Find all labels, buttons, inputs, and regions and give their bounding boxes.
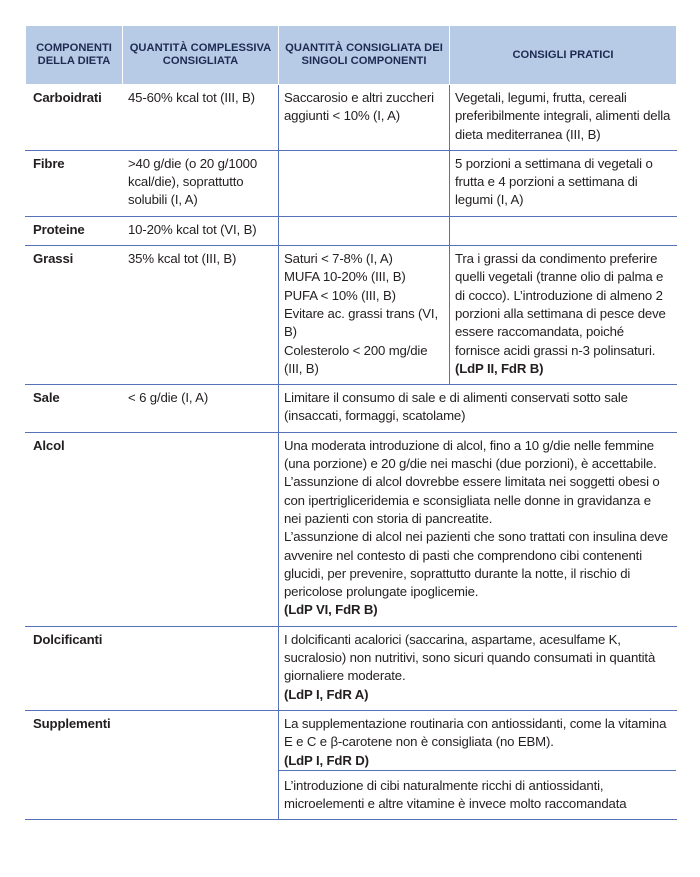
single-quantity-line: Saturi < 7-8% (I, A) xyxy=(284,251,393,267)
diet-recommendations-table xyxy=(25,25,677,820)
advice-extra: L’introduzione di cibi naturalmente ricchi di antiossidanti, microelementi e altre vitamine è invece molto raccomandata xyxy=(279,770,676,814)
advice-paragraph: L’assunzione di alcol nei pazienti che sono trattati con insulina deve avvenire nel contesto di pasti che comprendono cibi contenenti glucidi, per prevenire, soprattutto durante la notte, il rischio di pericolose prolungate ipoglicemie. xyxy=(284,529,668,600)
component-name: Sale xyxy=(26,385,123,433)
row-alcol xyxy=(26,432,677,626)
single-quantity-line: Evitare ac. grassi trans (VI, B) xyxy=(284,305,438,340)
row-carboidrati xyxy=(26,85,677,151)
total-quantity xyxy=(123,710,279,819)
component-name: Alcol xyxy=(26,432,123,626)
component-name: Proteine xyxy=(26,216,123,245)
single-quantity: Saccarosio e altri zuccheri aggiunti < 10% (I, A) xyxy=(279,85,450,151)
total-quantity xyxy=(123,626,279,710)
evidence-reference: (LdP II, FdR B) xyxy=(455,360,544,376)
advice-text: I dolcificanti acalorici (saccarina, aspartame, acesulfame K, sucralosio) non nutritivi, sono sicuri quando consumati in quantità giornaliere moderate. xyxy=(284,631,656,684)
total-quantity: 45-60% kcal tot (III, B) xyxy=(123,85,279,151)
component-name: Carboidrati xyxy=(26,85,123,151)
total-quantity: >40 g/die (o 20 g/1000 kcal/die), soprattutto solubili (I, A) xyxy=(123,150,279,216)
header-total-quantity: QUANTITÀ COMPLESSIVA CONSIGLIATA xyxy=(123,26,279,85)
practical-advice xyxy=(279,432,677,626)
advice-text: Tra i grassi da condimento preferire quelli vegetali (tranne olio di palma e di cocco). L’introduzione di almeno 2 porzioni alla settimana di pesce deve essere raccomandata, poiché fornisce acidi grassi n-3 polinsaturi. xyxy=(455,251,666,358)
component-name: Supplementi xyxy=(26,710,123,819)
component-name: Dolcificanti xyxy=(26,626,123,710)
row-supplementi xyxy=(26,710,677,819)
row-sale xyxy=(26,385,677,433)
total-quantity: 35% kcal tot (III, B) xyxy=(123,246,279,385)
practical-advice: 5 porzioni a settimana di vegetali o frutta e 4 porzioni a settimana di legumi (I, A) xyxy=(450,150,677,216)
evidence-reference: (LdP I, FdR D) xyxy=(284,752,369,768)
single-quantity xyxy=(279,150,450,216)
advice-paragraph: Una moderata introduzione di alcol, fino a 10 g/die nelle femmine (una porzione) e 20 g/die nei maschi (due porzioni), è accettabile. L’assunzione di alcol dovrebbe essere limitata nei soggetti obesi o con ipertrigliceridemia e sconsigliata nelle donne in gravidanza e nei pazienti con storia di pancreatite. xyxy=(284,437,660,526)
single-quantity-line: Colesterolo < 200 mg/die (III, B) xyxy=(284,342,428,376)
total-quantity xyxy=(123,432,279,626)
header-practical-advice: CONSIGLI PRATICI xyxy=(450,26,677,85)
row-grassi xyxy=(26,246,677,385)
total-quantity: < 6 g/die (I, A) xyxy=(123,385,279,433)
practical-advice: Limitare il consumo di sale e di alimenti conservati sotto sale (insaccati, formaggi, scatolame) xyxy=(279,385,677,433)
single-quantity-line: MUFA 10-20% (III, B) xyxy=(284,269,406,285)
practical-advice: Vegetali, legumi, frutta, cereali preferibilmente integrali, alimenti della dieta mediterranea (III, B) xyxy=(450,85,677,151)
evidence-reference: (LdP I, FdR A) xyxy=(284,686,369,702)
single-quantity xyxy=(279,216,450,245)
component-name: Fibre xyxy=(26,150,123,216)
row-proteine xyxy=(26,216,677,245)
single-quantity xyxy=(279,246,450,385)
header-components: COMPONENTI DELLA DIETA xyxy=(26,26,123,85)
total-quantity: 10-20% kcal tot (VI, B) xyxy=(123,216,279,245)
practical-advice xyxy=(279,626,677,710)
row-dolcificanti xyxy=(26,626,677,710)
evidence-reference: (LdP VI, FdR B) xyxy=(284,602,378,618)
practical-advice xyxy=(279,710,677,819)
advice-text: La supplementazione routinaria con antiossidanti, come la vitamina E e C e β-carotene non è consigliata (no EBM). xyxy=(284,715,667,750)
single-quantity-line: PUFA < 10% (III, B) xyxy=(284,287,396,303)
header-single-quantity: QUANTITÀ CONSIGLIATA DEI SINGOLI COMPONENTI xyxy=(279,26,450,85)
component-name: Grassi xyxy=(26,246,123,385)
row-fibre xyxy=(26,150,677,216)
header-row xyxy=(26,26,677,85)
practical-advice xyxy=(450,246,677,385)
practical-advice xyxy=(450,216,677,245)
